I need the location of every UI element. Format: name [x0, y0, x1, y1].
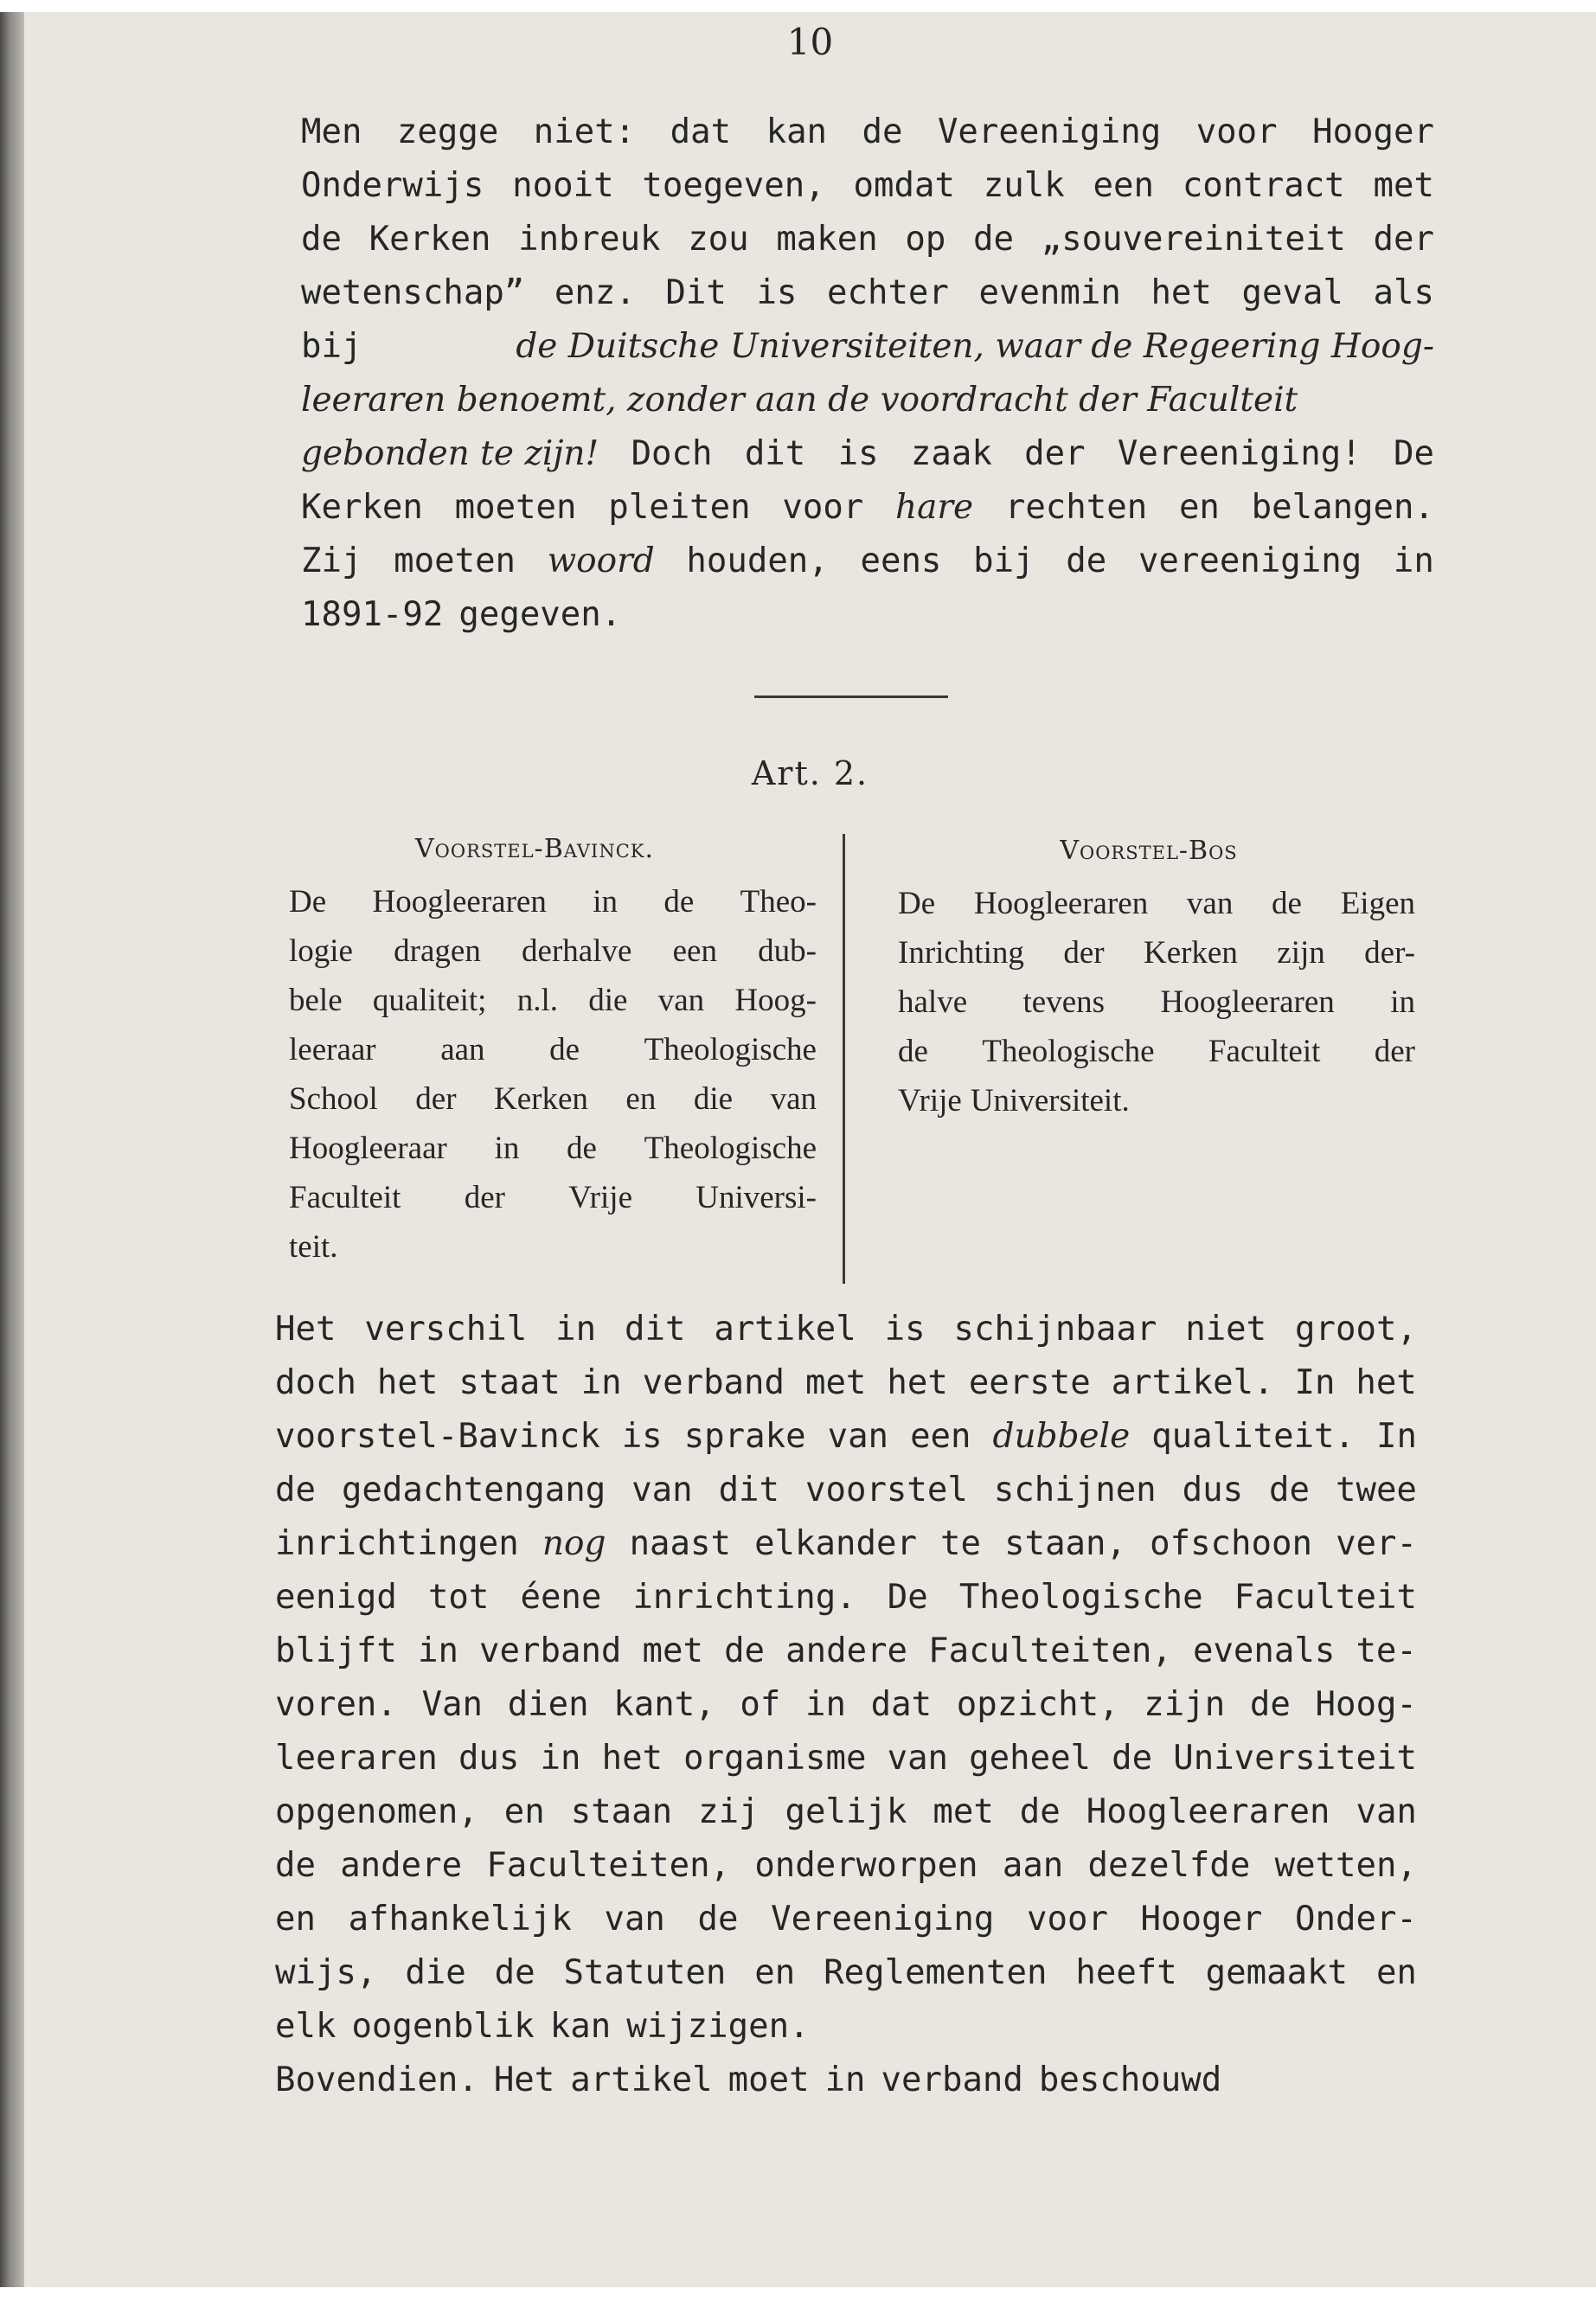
word: voor — [1027, 1900, 1108, 1939]
word: houden, — [686, 542, 829, 580]
word: Zij — [301, 542, 362, 580]
word: in — [580, 1363, 622, 1402]
word: eerste — [968, 1363, 1091, 1402]
word: beschouwd — [1038, 2061, 1222, 2099]
word: De — [289, 884, 327, 920]
word: kant, — [613, 1685, 715, 1724]
word: van — [657, 983, 705, 1018]
word: logie — [289, 933, 353, 969]
word: woord — [547, 542, 655, 580]
word: die — [588, 983, 628, 1018]
word: naast — [629, 1524, 731, 1563]
word: te- — [1356, 1631, 1417, 1670]
word: omdat — [853, 166, 955, 205]
word: Onderwijs — [301, 166, 484, 205]
text-line — [275, 1356, 1417, 1410]
word: Hoogleeraren — [372, 884, 547, 920]
word: de — [898, 1034, 928, 1069]
word: Hoog- — [734, 983, 817, 1018]
word: die — [405, 1953, 466, 1992]
word: een — [1093, 166, 1154, 205]
word: schijnbaar — [953, 1310, 1157, 1349]
word: de — [697, 1900, 739, 1939]
word: in — [824, 2061, 866, 2099]
word: éene — [520, 1578, 602, 1617]
word: de — [663, 884, 695, 920]
word: zou — [688, 220, 749, 259]
word: Dit — [665, 273, 727, 312]
word: Theologische — [644, 1032, 817, 1067]
word: Hooger — [1312, 112, 1434, 151]
text-line — [289, 877, 817, 926]
word: Hoogleeraren — [1086, 1792, 1330, 1831]
word: en — [1178, 488, 1220, 527]
word: inbreuk — [518, 220, 661, 259]
word: voor — [1195, 112, 1278, 151]
word: Hoog- — [1315, 1685, 1417, 1724]
word: opzicht, — [956, 1685, 1119, 1724]
word: Men — [301, 112, 362, 151]
text-line — [898, 928, 1415, 977]
word: der — [1063, 935, 1105, 971]
word: Universiteit — [1173, 1739, 1417, 1778]
word: ver- — [1336, 1524, 1417, 1563]
text-line — [301, 588, 1434, 642]
word: zegge — [396, 112, 499, 151]
word: staat — [458, 1363, 561, 1402]
word: Reglementen — [824, 1953, 1048, 1992]
word: de — [301, 220, 342, 259]
word: is — [884, 1310, 926, 1349]
word: en — [1375, 1953, 1417, 1992]
word: „souvereiniteit — [1041, 220, 1346, 259]
word: In — [1294, 1363, 1336, 1402]
word: organisme — [683, 1739, 867, 1778]
word: van — [631, 1471, 693, 1509]
word: blijft — [275, 1631, 397, 1670]
text-line — [289, 926, 817, 976]
word: het — [1151, 273, 1212, 312]
word: artikel. — [1111, 1363, 1274, 1402]
text-line — [301, 427, 1434, 481]
text-line — [898, 977, 1415, 1027]
text-line — [275, 1571, 1417, 1625]
text-line — [275, 2054, 1417, 2107]
word: voorstel-Bavinck — [275, 1417, 600, 1456]
word: contract — [1182, 166, 1345, 205]
word: is — [621, 1417, 663, 1456]
word: is — [756, 273, 798, 312]
word: de — [862, 112, 903, 151]
word: Kerken — [301, 488, 423, 527]
text-line — [301, 320, 1434, 374]
word: de — [1269, 1471, 1311, 1509]
word: wetten, — [1274, 1846, 1417, 1885]
word: doch — [275, 1363, 356, 1402]
word: schijnen — [993, 1471, 1157, 1509]
word: qualiteit. — [1151, 1417, 1356, 1456]
word: kan — [549, 2007, 612, 2046]
text-line — [301, 106, 1434, 159]
word: de — [1272, 886, 1302, 921]
word: toegeven, — [642, 166, 825, 205]
word: heeft — [1075, 1953, 1177, 1992]
word: Kerken — [494, 1081, 588, 1117]
text-line — [275, 1946, 1417, 2000]
word: derhalve — [522, 933, 632, 969]
word: de — [1249, 1685, 1291, 1724]
text-line — [289, 1222, 817, 1272]
text-line — [275, 1678, 1417, 1732]
word: moeten — [454, 488, 577, 527]
word: te — [940, 1524, 981, 1563]
word: op — [905, 220, 946, 259]
word: dus — [458, 1739, 520, 1778]
word: Vereeniging — [771, 1900, 995, 1939]
text-line — [289, 1173, 817, 1222]
word: Theologische — [644, 1131, 817, 1166]
word: van — [604, 1900, 665, 1939]
word: kan — [766, 112, 828, 151]
word: van — [1356, 1792, 1417, 1831]
word: van — [770, 1081, 817, 1117]
word: de — [275, 1471, 316, 1509]
word: Faculteit — [1208, 1034, 1321, 1069]
word: nooit — [512, 166, 614, 205]
word: wetenschap” — [301, 273, 525, 312]
word: onderworpen — [754, 1846, 978, 1885]
word: eenigd — [275, 1578, 397, 1617]
word: Theo- — [740, 884, 817, 920]
word: en — [754, 1953, 796, 1992]
book-page — [24, 12, 1596, 2287]
word: voorstel — [805, 1471, 968, 1509]
text-line — [275, 2000, 1417, 2054]
word: De — [898, 886, 936, 921]
word: Faculteit — [1234, 1578, 1417, 1617]
word: Bovendien. — [275, 2061, 478, 2099]
word: Hoogleeraar — [289, 1131, 447, 1166]
word: Theologische — [958, 1578, 1203, 1617]
word: gemaakt — [1205, 1953, 1349, 1992]
word: der — [1024, 434, 1086, 473]
text-line — [275, 1410, 1417, 1464]
paragraph-1 — [301, 106, 1434, 642]
word: gedachtengang — [341, 1471, 606, 1509]
word: bij — [973, 542, 1035, 580]
word: eens — [860, 542, 942, 580]
text-line — [301, 374, 1434, 427]
word: halve — [898, 984, 968, 1020]
word: Statuten — [563, 1953, 727, 1992]
word: teit. — [289, 1229, 338, 1265]
word: der — [1373, 220, 1434, 259]
word: de Duitsche Universiteiten, waar de Regeering Hoog- — [516, 327, 1434, 366]
word: en — [503, 1792, 545, 1831]
word: In — [1376, 1417, 1417, 1456]
word: zulk — [983, 166, 1065, 205]
word: voor — [782, 488, 864, 527]
text-line — [898, 1027, 1415, 1076]
word: ofschoon — [1150, 1524, 1312, 1563]
text-line — [289, 1124, 817, 1173]
word: echter — [827, 273, 949, 312]
text-line — [275, 1839, 1417, 1893]
word: Universi- — [695, 1180, 817, 1215]
word: bele — [289, 983, 343, 1018]
word: bij — [301, 327, 362, 366]
word: in — [805, 1685, 846, 1724]
word: het — [601, 1739, 663, 1778]
word: artikel — [570, 2061, 713, 2099]
word: dubbele — [992, 1417, 1131, 1456]
word: dragen — [394, 933, 481, 969]
word: dub- — [758, 933, 817, 969]
word: in — [555, 1310, 597, 1349]
column-divider — [843, 834, 845, 1284]
word: Hooger — [1140, 1900, 1263, 1939]
word: niet — [1185, 1310, 1267, 1349]
word: Vereeniging — [937, 112, 1162, 151]
word: Universiteit. — [970, 1083, 1130, 1118]
word: leeraren benoemt, zonder aan de voordracht der Faculteit — [301, 381, 1298, 420]
word: zaak — [910, 434, 992, 473]
word: Het — [493, 2061, 555, 2099]
word: het — [887, 1363, 948, 1402]
word: dat — [870, 1685, 933, 1724]
word: Faculteit — [289, 1180, 401, 1215]
word: gelijk — [785, 1792, 907, 1831]
word: Eigen — [1340, 886, 1415, 921]
word: andere — [340, 1846, 463, 1885]
word: der — [464, 1180, 505, 1215]
word: de — [1112, 1739, 1153, 1778]
word: aan — [1002, 1846, 1064, 1885]
word: de — [494, 1953, 535, 1992]
word: zijn — [1277, 935, 1325, 971]
word: 1891-92 — [301, 595, 444, 634]
word: artikel — [714, 1310, 856, 1349]
word: Vereeniging! — [1117, 434, 1362, 473]
word: is — [837, 434, 879, 473]
text-line — [289, 976, 817, 1025]
word: De — [1394, 434, 1434, 473]
word: verband — [642, 1363, 785, 1402]
page-number: 10 — [786, 21, 834, 63]
word: qualiteit; — [372, 983, 487, 1018]
text-line — [301, 159, 1434, 213]
word: Het — [275, 1310, 337, 1349]
word: gegeven. — [458, 595, 622, 634]
word: het — [376, 1363, 439, 1402]
word: leeraar — [289, 1032, 376, 1067]
word: der — [415, 1081, 457, 1117]
word: van — [827, 1417, 889, 1456]
paragraph-2 — [275, 1303, 1417, 2107]
word: Onder- — [1295, 1900, 1417, 1939]
text-line — [275, 1625, 1417, 1678]
word: dezelfde — [1087, 1846, 1251, 1885]
word: de — [1019, 1792, 1061, 1831]
word: sprake — [683, 1417, 806, 1456]
article-heading: Art. 2. — [751, 754, 869, 792]
section-rule — [754, 695, 948, 698]
word: Van — [421, 1685, 484, 1724]
word: zijn — [1144, 1685, 1226, 1724]
word: pleiten — [608, 488, 751, 527]
text-line — [275, 1464, 1417, 1517]
word: in — [593, 884, 618, 920]
word: n.l. — [516, 983, 558, 1018]
word: niet: — [533, 112, 636, 151]
word: en — [625, 1081, 657, 1117]
word: twee — [1335, 1471, 1417, 1509]
text-line — [301, 213, 1434, 266]
word: de — [1066, 542, 1107, 580]
word: zij — [698, 1792, 760, 1831]
word: in — [1393, 542, 1434, 580]
word: aan — [440, 1032, 485, 1067]
word: de — [973, 220, 1014, 259]
word: het — [1356, 1363, 1417, 1402]
word: afhankelijk — [348, 1900, 572, 1939]
text-line — [275, 1893, 1417, 1946]
word: School — [289, 1081, 378, 1117]
word: de — [567, 1131, 597, 1166]
word: rechten — [1004, 488, 1148, 527]
word: of — [740, 1685, 781, 1724]
word: nog — [542, 1524, 606, 1563]
word: en — [275, 1900, 316, 1939]
text-line — [301, 266, 1434, 320]
word: Vrije — [898, 1083, 962, 1118]
word: geval — [1241, 273, 1343, 312]
word: verband — [479, 1631, 622, 1670]
text-line — [898, 1076, 1415, 1125]
word: in — [494, 1131, 520, 1166]
word: enz. — [554, 273, 636, 312]
word: moet — [727, 2061, 810, 2099]
word: gebonden te zijn! — [301, 434, 599, 473]
word: in — [540, 1739, 581, 1778]
book-binding-edge — [0, 12, 24, 2287]
word: Kerken — [369, 220, 491, 259]
right-column-text — [898, 879, 1415, 1125]
word: elk — [275, 2007, 337, 2046]
word: inrichtingen — [275, 1524, 519, 1563]
word: Hoogleeraren — [973, 886, 1149, 921]
word: met — [933, 1792, 994, 1831]
word: Vrije — [568, 1180, 632, 1215]
word: een — [672, 933, 717, 969]
word: inrichting. — [632, 1578, 856, 1617]
word: van — [887, 1739, 949, 1778]
word: met — [1373, 166, 1434, 205]
word: Inrichting — [898, 935, 1024, 971]
word: met — [642, 1631, 703, 1670]
word: tevens — [1022, 984, 1106, 1020]
word: dit — [718, 1471, 780, 1509]
word: de — [724, 1631, 766, 1670]
text-line — [301, 535, 1434, 588]
word: dat — [670, 112, 732, 151]
word: maken — [776, 220, 878, 259]
word: moeten — [394, 542, 516, 580]
word: Faculteiten, — [928, 1631, 1172, 1670]
text-line — [301, 481, 1434, 535]
word: de — [275, 1846, 316, 1885]
word: leeraren — [275, 1739, 438, 1778]
text-line — [275, 1303, 1417, 1356]
word: oogenblik — [351, 2007, 535, 2046]
left-column-text — [289, 877, 817, 1272]
word: opgenomen, — [275, 1792, 478, 1831]
word: tot — [427, 1578, 490, 1617]
word: Hoogleeraren — [1160, 984, 1335, 1020]
word: der — [1374, 1034, 1415, 1069]
word: Theologische — [982, 1034, 1155, 1069]
word: met — [804, 1363, 867, 1402]
word: belangen. — [1251, 488, 1434, 527]
word: Kerken — [1143, 935, 1238, 971]
word: andere — [785, 1631, 908, 1670]
word: der- — [1364, 935, 1415, 971]
word: dit — [624, 1310, 686, 1349]
word: wijs, — [275, 1953, 377, 1992]
word: groot, — [1295, 1310, 1417, 1349]
text-line — [275, 1732, 1417, 1785]
word: geheel — [969, 1739, 1092, 1778]
word: dien — [507, 1685, 589, 1724]
word: evenals — [1192, 1631, 1336, 1670]
word: De — [887, 1578, 928, 1617]
left-column-heading: Voorstel-Bavinck. — [414, 834, 654, 864]
word: verband — [881, 2061, 1023, 2099]
word: hare — [895, 488, 974, 527]
word: een — [910, 1417, 971, 1456]
text-line — [898, 879, 1415, 928]
word: in — [1390, 984, 1415, 1020]
word: voren. — [275, 1685, 397, 1724]
word: staan — [570, 1792, 673, 1831]
word: evenmin — [978, 273, 1121, 312]
word: dit — [744, 434, 806, 473]
word: Doch — [631, 434, 713, 473]
word: elkander — [754, 1524, 917, 1563]
word: staan, — [1004, 1524, 1126, 1563]
word: als — [1373, 273, 1434, 312]
word: wijzigen. — [626, 2007, 810, 2046]
word: die — [693, 1081, 734, 1117]
text-line — [275, 1785, 1417, 1839]
text-line — [289, 1074, 817, 1124]
right-column-heading: Voorstel-Bos — [1060, 836, 1238, 866]
text-line — [275, 1517, 1417, 1571]
word: van — [1186, 886, 1234, 921]
word: de — [549, 1032, 580, 1067]
word: verschil — [364, 1310, 528, 1349]
text-line — [289, 1025, 817, 1074]
word: vereeniging — [1138, 542, 1362, 580]
word: Faculteiten, — [486, 1846, 731, 1885]
word: dus — [1182, 1471, 1244, 1509]
word: in — [417, 1631, 458, 1670]
